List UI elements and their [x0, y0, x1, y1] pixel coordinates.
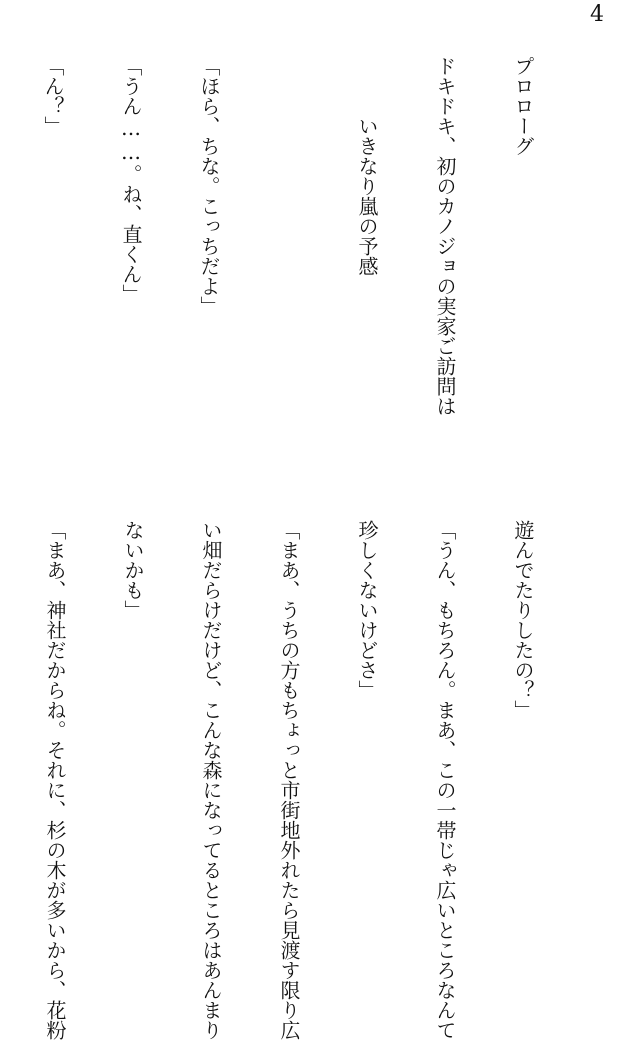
upper-text-block	[0, 56, 588, 486]
text-line: 珍しくないけどさ」	[355, 520, 379, 700]
text-line: 「まあ、うちの方もちょっと市街地外れたら見渡す限り広	[277, 520, 301, 1040]
chapter-title: プロローグ	[511, 56, 535, 156]
text-line: 「ほら、ちな。こっちだよ」	[197, 56, 221, 316]
text-line: ないかも」	[121, 520, 145, 620]
text-line: 「まあ、神社だからね。それに、杉の木が多いから、花粉	[43, 520, 67, 1040]
chapter-subtitle-1: ドキドキ、初のカノジョの実家ご訪問は	[433, 56, 457, 416]
lower-text-block	[0, 520, 588, 1040]
text-line: い畑だらけだけど、こんな森になってるところはあんまり	[199, 520, 223, 1040]
text-line: 「ん？」	[41, 56, 65, 136]
chapter-subtitle-2: いきなり嵐の予感	[355, 116, 379, 276]
text-line: 「うん、もちろん。まあ、この一帯じゃ広いところなんて	[433, 520, 457, 1040]
text-line: 遊んでたりしたの？」	[511, 520, 535, 720]
page-number: 4	[590, 2, 604, 27]
title-spacer	[274, 56, 302, 486]
text-line: 「うん……。ね、直くん」	[119, 56, 143, 304]
